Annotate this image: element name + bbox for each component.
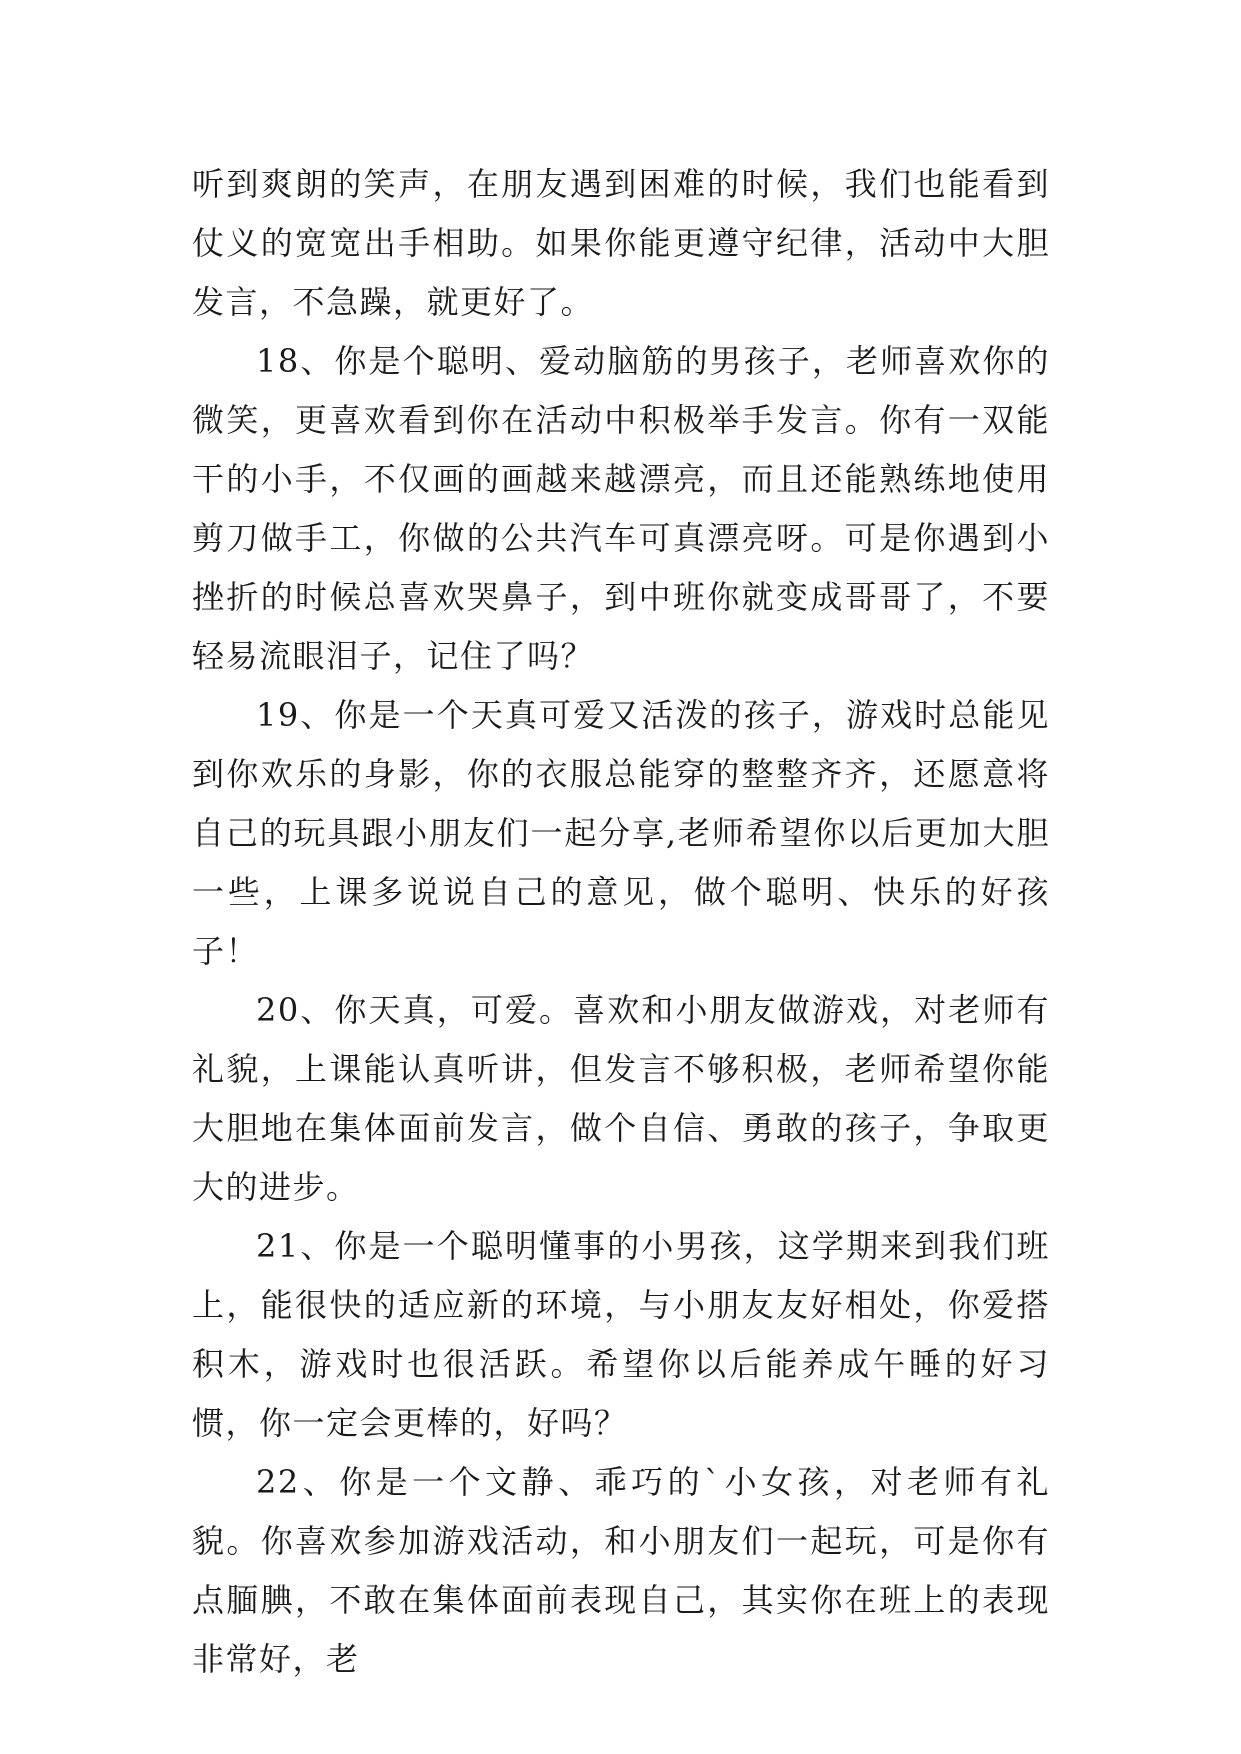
paragraph-comment-22: 22、你是一个文静、乖巧的`小女孩，对老师有礼貌。你喜欢参加游戏活动，和小朋友们一起玩，可是你有点腼腆，不敢在集体面前表现自己，其实你在班上的表现非常好，老 xyxy=(192,1463,1050,1678)
paragraph-comment-19: 19、你是一个天真可爱又活泼的孩子，游戏时总能见到你欢乐的身影，你的衣服总能穿的整整齐齐，还愿意将自己的玩具跟小朋友们一起分享,老师希望你以后更加大胆一些，上课多说说自己的意见，做个聪明、快乐的好孩子！ xyxy=(192,696,1050,970)
paragraph-comment-21: 21、你是一个聪明懂事的小男孩，这学期来到我们班上，能很快的适应新的环境，与小朋友友好相处，你爱搭积木，游戏时也很活跃。希望你以后能养成午睡的好习惯，你一定会更棒的，好吗？ xyxy=(192,1227,1050,1442)
document-page xyxy=(192,155,1050,1689)
paragraph-comment-18: 18、你是个聪明、爱动脑筋的男孩子，老师喜欢你的微笑，更喜欢看到你在活动中积极举手发言。你有一双能干的小手，不仅画的画越来越漂亮，而且还能熟练地使用剪刀做手工，你做的公共汽车可真漂亮呀。可是你遇到小挫折的时候总喜欢哭鼻子，到中班你就变成哥哥了，不要轻易流眼泪子，记住了吗？ xyxy=(192,342,1050,675)
paragraph-comment-20: 20、你天真，可爱。喜欢和小朋友做游戏，对老师有礼貌，上课能认真听讲，但发言不够积极，老师希望你能大胆地在集体面前发言，做个自信、勇敢的孩子，争取更大的进步。 xyxy=(192,991,1050,1206)
paragraph-continuation: 听到爽朗的笑声，在朋友遇到困难的时候，我们也能看到仗义的宽宽出手相助。如果你能更遵守纪律，活动中大胆发言，不急躁，就更好了。 xyxy=(192,165,1050,321)
